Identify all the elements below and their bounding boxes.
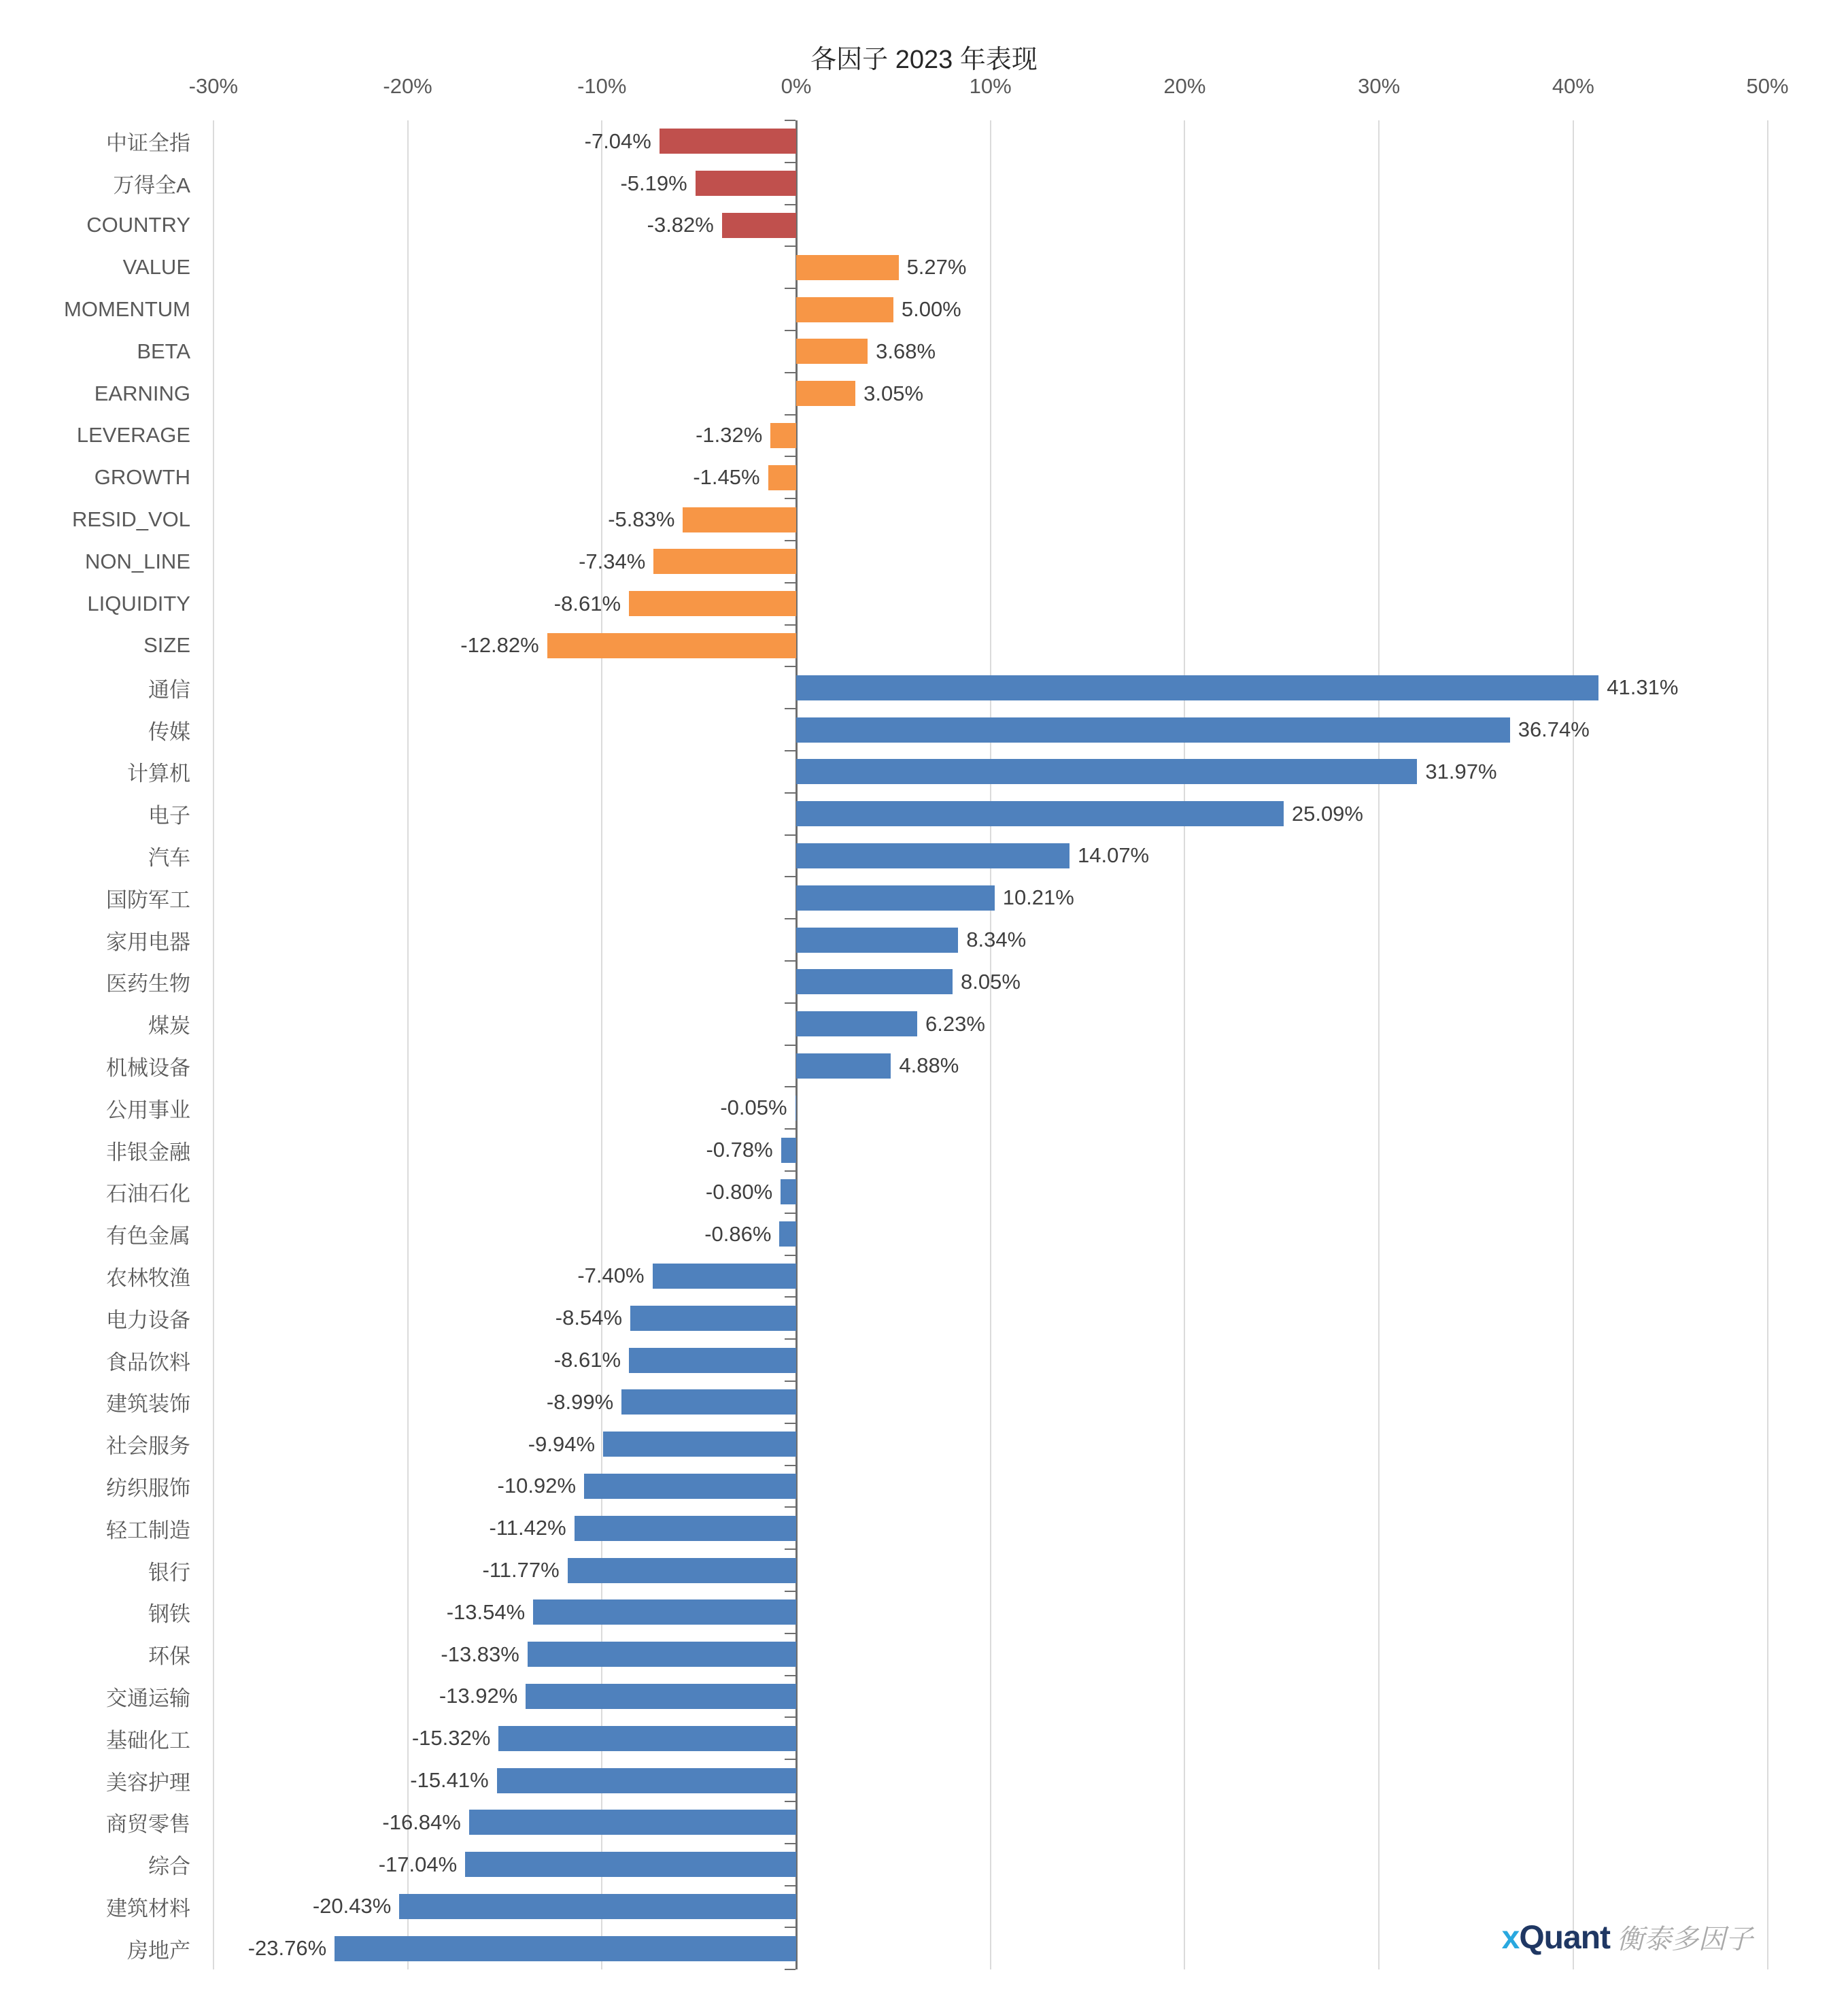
bar bbox=[796, 759, 1417, 784]
bar bbox=[465, 1852, 796, 1877]
axis-tick-mark bbox=[785, 1548, 795, 1550]
category-label: SIZE bbox=[143, 633, 190, 658]
bar-value-label: -15.32% bbox=[411, 1726, 491, 1750]
bar-value-label: -7.40% bbox=[577, 1264, 645, 1288]
axis-tick-mark bbox=[785, 960, 795, 962]
category-label: 轻工制造 bbox=[106, 1518, 190, 1542]
bar-value-label: -15.41% bbox=[410, 1768, 489, 1793]
bar bbox=[796, 1011, 917, 1036]
bar-value-label: 5.00% bbox=[901, 297, 961, 322]
axis-tick-mark bbox=[785, 1170, 795, 1172]
bar bbox=[653, 1264, 796, 1289]
axis-tick-mark bbox=[785, 162, 795, 163]
bar-value-label: 41.31% bbox=[1607, 675, 1679, 700]
bar bbox=[796, 801, 1284, 826]
category-label: 社会服务 bbox=[106, 1434, 190, 1459]
category-label: 机械设备 bbox=[106, 1055, 190, 1080]
bar-value-label: -8.61% bbox=[553, 1348, 621, 1372]
bar-value-label: -9.94% bbox=[528, 1432, 596, 1456]
category-label: 家用电器 bbox=[106, 930, 190, 954]
bar-value-label: -0.86% bbox=[704, 1221, 772, 1246]
category-label: 煤炭 bbox=[148, 1014, 190, 1038]
axis-tick-mark bbox=[785, 1381, 795, 1382]
bar bbox=[795, 1096, 796, 1121]
bar bbox=[768, 465, 796, 490]
axis-tick-mark bbox=[785, 456, 795, 457]
bar bbox=[469, 1810, 796, 1835]
bar-value-label: -8.54% bbox=[555, 1306, 623, 1330]
category-label: 纺织服饰 bbox=[106, 1476, 190, 1500]
gridline bbox=[213, 120, 214, 1969]
bar bbox=[796, 339, 868, 364]
bar bbox=[660, 129, 796, 154]
axis-tick-mark bbox=[785, 1338, 795, 1340]
axis-tick-mark bbox=[785, 330, 795, 331]
category-label: 美容护理 bbox=[106, 1770, 190, 1795]
bar bbox=[796, 717, 1510, 743]
bar-value-label: -11.42% bbox=[489, 1516, 566, 1540]
bar bbox=[781, 1179, 796, 1204]
axis-tick-mark bbox=[785, 120, 795, 121]
bar-value-label: 5.27% bbox=[906, 255, 967, 280]
category-label: 建筑装饰 bbox=[106, 1392, 190, 1417]
bar bbox=[796, 885, 995, 911]
value-axis-tick-label: 40% bbox=[1552, 74, 1594, 98]
axis-tick-mark bbox=[785, 498, 795, 499]
bar-value-label: -0.80% bbox=[705, 1179, 773, 1204]
value-axis-tick-label: 0% bbox=[781, 74, 812, 98]
category-label: 医药生物 bbox=[106, 972, 190, 996]
axis-tick-mark bbox=[785, 372, 795, 373]
category-label: GROWTH bbox=[94, 465, 190, 490]
axis-tick-mark bbox=[785, 1423, 795, 1424]
category-label: 公用事业 bbox=[106, 1098, 190, 1122]
axis-tick-mark bbox=[785, 750, 795, 751]
bar-value-label: -13.83% bbox=[441, 1642, 519, 1666]
bar-value-label: -5.19% bbox=[620, 171, 687, 195]
bar-value-label: 14.07% bbox=[1077, 843, 1150, 868]
axis-tick-mark bbox=[785, 288, 795, 289]
axis-tick-mark bbox=[785, 1213, 795, 1214]
bar bbox=[696, 171, 796, 196]
gridline bbox=[1767, 120, 1768, 1969]
axis-tick-mark bbox=[785, 1045, 795, 1046]
category-label: 钢铁 bbox=[148, 1602, 190, 1627]
axis-tick-mark bbox=[785, 1969, 795, 1970]
category-label: 中证全指 bbox=[106, 131, 190, 156]
axis-tick-mark bbox=[785, 1506, 795, 1508]
bar-value-label: -13.92% bbox=[439, 1684, 518, 1708]
bar bbox=[335, 1936, 796, 1961]
axis-tick-mark bbox=[785, 1759, 795, 1760]
bar bbox=[630, 1306, 796, 1331]
axis-tick-mark bbox=[785, 876, 795, 877]
category-label: MOMENTUM bbox=[64, 297, 190, 322]
category-label: 银行 bbox=[148, 1560, 190, 1585]
value-axis-tick-label: -10% bbox=[577, 74, 627, 98]
bar-value-label: 8.34% bbox=[966, 928, 1027, 952]
category-label: 电力设备 bbox=[106, 1308, 190, 1332]
bar-value-label: -7.04% bbox=[584, 129, 651, 153]
bar bbox=[796, 969, 953, 994]
bar-value-label: -3.82% bbox=[647, 213, 714, 237]
bar-value-label: -10.92% bbox=[497, 1474, 577, 1498]
bar bbox=[533, 1599, 796, 1625]
axis-tick-mark bbox=[785, 1633, 795, 1634]
bar bbox=[528, 1642, 796, 1667]
bar-value-label: -16.84% bbox=[382, 1810, 461, 1834]
bar-value-label: 25.09% bbox=[1291, 801, 1363, 826]
axis-tick-mark bbox=[785, 204, 795, 205]
axis-tick-mark bbox=[785, 918, 795, 919]
bar bbox=[796, 928, 958, 953]
bar bbox=[796, 843, 1070, 868]
bar bbox=[722, 213, 796, 238]
bar bbox=[796, 1053, 891, 1079]
category-label: 计算机 bbox=[127, 762, 190, 786]
logo-quant-text: Quant bbox=[1519, 1920, 1610, 1956]
category-label: 电子 bbox=[148, 804, 190, 828]
bar-value-label: -13.54% bbox=[446, 1599, 526, 1624]
bar bbox=[399, 1894, 796, 1919]
bar-value-label: -12.82% bbox=[460, 633, 539, 658]
category-label: COUNTRY bbox=[86, 213, 190, 237]
gridline bbox=[1184, 120, 1185, 1969]
axis-tick-mark bbox=[785, 245, 795, 247]
bar bbox=[796, 381, 855, 406]
axis-tick-mark bbox=[785, 624, 795, 626]
bar-value-label: 3.68% bbox=[876, 339, 936, 363]
bar bbox=[575, 1516, 796, 1541]
bar bbox=[526, 1684, 796, 1709]
category-label: LEVERAGE bbox=[76, 423, 190, 447]
bar-value-label: 3.05% bbox=[863, 381, 924, 405]
value-axis-tick-label: 10% bbox=[969, 74, 1012, 98]
bar-value-label: -7.34% bbox=[579, 549, 646, 573]
axis-tick-mark bbox=[785, 1465, 795, 1466]
bar-value-label: -17.04% bbox=[378, 1852, 458, 1876]
bar-value-label: -8.99% bbox=[546, 1389, 614, 1414]
bar-value-label: 6.23% bbox=[925, 1011, 985, 1036]
bar-value-label: -8.61% bbox=[553, 591, 621, 615]
gridline bbox=[407, 120, 409, 1969]
axis-tick-mark bbox=[785, 1675, 795, 1676]
bar bbox=[603, 1432, 796, 1457]
bar-value-label: -20.43% bbox=[312, 1894, 392, 1918]
category-label: 基础化工 bbox=[106, 1728, 190, 1752]
bar bbox=[629, 1348, 796, 1373]
bar bbox=[497, 1768, 796, 1793]
bar bbox=[568, 1558, 796, 1583]
bar-value-label: -23.76% bbox=[247, 1936, 327, 1961]
logo-x-letter: x bbox=[1501, 1920, 1520, 1956]
category-label: 环保 bbox=[148, 1644, 190, 1669]
logo-chinese-text: 衡泰多因子 bbox=[1617, 1925, 1753, 1954]
axis-tick-mark bbox=[785, 666, 795, 667]
category-label: 汽车 bbox=[148, 845, 190, 870]
bar bbox=[629, 591, 796, 616]
bar bbox=[796, 255, 899, 280]
axis-tick-mark bbox=[785, 1591, 795, 1592]
bar bbox=[621, 1389, 796, 1415]
category-label: 综合 bbox=[148, 1855, 190, 1879]
axis-tick-mark bbox=[785, 1927, 795, 1928]
value-axis-tick-label: -20% bbox=[383, 74, 432, 98]
category-label: 非银金融 bbox=[106, 1140, 190, 1164]
category-label: 万得全A bbox=[113, 173, 190, 198]
value-axis-tick-label: 50% bbox=[1746, 74, 1789, 98]
value-axis-tick-label: -30% bbox=[188, 74, 239, 98]
bar bbox=[781, 1138, 796, 1163]
category-label: 石油石化 bbox=[106, 1182, 190, 1206]
category-label: 商贸零售 bbox=[106, 1812, 190, 1837]
category-label: 农林牧渔 bbox=[106, 1266, 190, 1290]
bar-value-label: 10.21% bbox=[1002, 885, 1074, 910]
axis-tick-mark bbox=[785, 1296, 795, 1298]
axis-tick-mark bbox=[785, 1002, 795, 1004]
category-label: 交通运输 bbox=[106, 1686, 190, 1710]
axis-tick-mark bbox=[785, 708, 795, 709]
bar bbox=[796, 675, 1598, 700]
bar bbox=[796, 297, 893, 322]
category-label: 食品饮料 bbox=[106, 1350, 190, 1374]
axis-tick-mark bbox=[785, 1801, 795, 1802]
bar-value-label: 31.97% bbox=[1425, 759, 1497, 783]
bar bbox=[779, 1221, 796, 1247]
category-label: VALUE bbox=[122, 255, 190, 280]
bar-value-label: -0.05% bbox=[720, 1096, 787, 1120]
gridline bbox=[1573, 120, 1574, 1969]
bar bbox=[547, 633, 796, 658]
bar-value-label: -0.78% bbox=[706, 1138, 773, 1162]
chart-title: 各因子 2023 年表现 bbox=[810, 46, 1038, 74]
category-label: 房地产 bbox=[127, 1938, 190, 1963]
category-label: 通信 bbox=[148, 677, 190, 702]
category-label: LIQUIDITY bbox=[87, 591, 190, 615]
axis-tick-mark bbox=[785, 834, 795, 836]
axis-tick-mark bbox=[785, 582, 795, 583]
bar bbox=[498, 1726, 796, 1751]
bar bbox=[683, 507, 796, 532]
value-axis-tick-label: 30% bbox=[1358, 74, 1401, 98]
bar-value-label: -5.83% bbox=[608, 507, 675, 532]
category-label: 国防军工 bbox=[106, 887, 190, 912]
value-axis-tick-label: 20% bbox=[1163, 74, 1206, 98]
axis-tick-mark bbox=[785, 1843, 795, 1844]
bar bbox=[770, 423, 796, 448]
bar bbox=[584, 1474, 796, 1499]
axis-tick-mark bbox=[785, 1255, 795, 1256]
axis-tick-mark bbox=[785, 792, 795, 794]
category-label: 有色金属 bbox=[106, 1224, 190, 1249]
gridline bbox=[1378, 120, 1380, 1969]
axis-tick-mark bbox=[785, 1716, 795, 1718]
bar-value-label: 8.05% bbox=[960, 969, 1021, 994]
axis-tick-mark bbox=[785, 414, 795, 416]
category-label: 建筑材料 bbox=[106, 1896, 190, 1920]
gridline bbox=[990, 120, 991, 1969]
category-label: EARNING bbox=[94, 381, 190, 405]
bar bbox=[653, 549, 796, 574]
axis-tick-mark bbox=[785, 540, 795, 541]
brand-watermark bbox=[1502, 1918, 1753, 1957]
category-label: BETA bbox=[137, 339, 190, 363]
category-label: NON_LINE bbox=[84, 549, 190, 573]
bar-value-label: 36.74% bbox=[1518, 717, 1590, 742]
axis-tick-mark bbox=[785, 1885, 795, 1886]
bar-value-label: -1.32% bbox=[696, 423, 763, 447]
category-label: 传媒 bbox=[148, 719, 190, 744]
bar-value-label: 4.88% bbox=[899, 1053, 959, 1078]
category-label: RESID_VOL bbox=[71, 507, 190, 532]
bar-value-label: -11.77% bbox=[482, 1558, 560, 1582]
bar-value-label: -1.45% bbox=[693, 465, 760, 490]
